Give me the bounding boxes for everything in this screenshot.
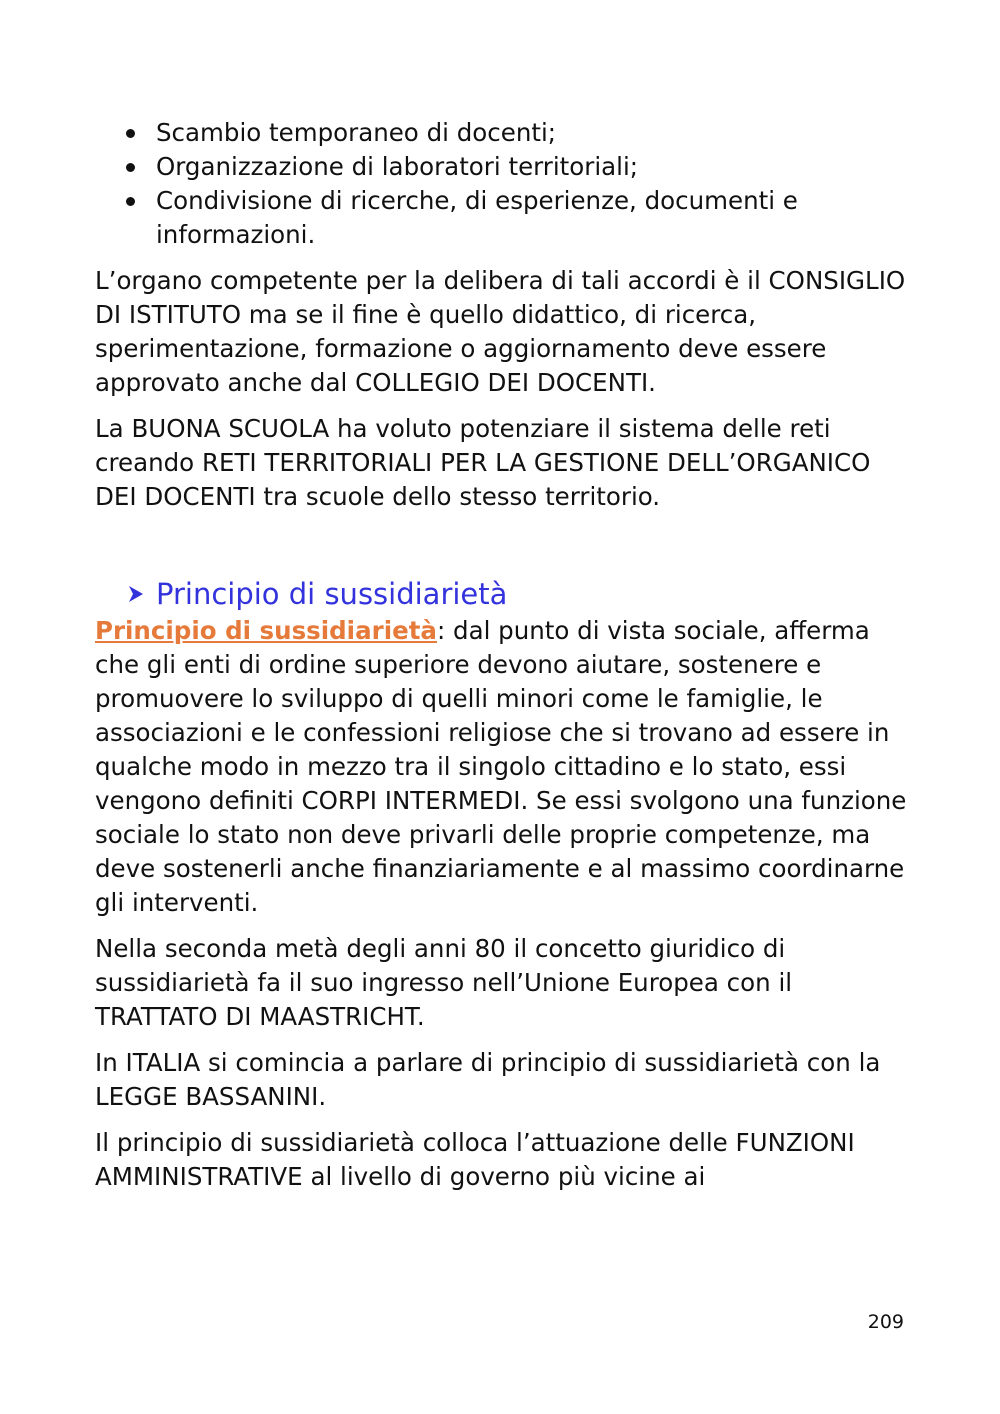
page-number: 209: [867, 1311, 904, 1333]
defined-term: Principio di sussidiarietà: [95, 616, 437, 645]
definition-text: : dal punto di vista sociale, afferma che gli enti di ordine superiore devono aiutare, sostenere e promuovere lo sviluppo di quelli minori come le famiglie, le associazioni e le confessioni religiose che si trovano ad essere in qualche modo in mezzo tra il singolo cittadino e lo stato, essi vengono definiti CORPI INTERMEDI. Se essi svolgono una funzione sociale lo stato non deve privarli delle proprie competenze, ma deve sostenerli anche finanziariamente e al massimo coordinarne gli interventi.: [95, 616, 907, 917]
document-page: [95, 116, 910, 1194]
list-item-text: Scambio temporaneo di docenti;: [156, 118, 557, 147]
bullet-list: [95, 116, 910, 252]
paragraph-buona-scuola: La BUONA SCUOLA ha voluto potenziare il sistema delle reti creando RETI TERRITORIALI PER LA GESTIONE DELL’ORGANICO DEI DOCENTI tra scuole dello stesso territorio.: [95, 414, 871, 511]
paragraph-maastricht: Nella seconda metà degli anni 80 il concetto giuridico di sussidiarietà fa il suo ingresso nell’Unione Europea con il TRATTATO DI MAASTRICHT.: [95, 934, 793, 1031]
paragraph-funzioni: Il principio di sussidiarietà colloca l’attuazione delle FUNZIONI AMMINISTRATIVE al livello di governo più vicine ai: [95, 1128, 855, 1191]
list-item-text: Condivisione di ricerche, di esperienze, documenti e informazioni.: [156, 186, 798, 249]
list-item-text: Organizzazione di laboratori territoriali;: [156, 152, 639, 181]
paragraph-italia: In ITALIA si comincia a parlare di principio di sussidiarietà con la LEGGE BASSANINI.: [95, 1048, 881, 1111]
bullet-icon: [126, 163, 135, 172]
arrowhead-bullet-icon: [128, 584, 144, 604]
bullet-icon: [126, 129, 135, 138]
section-heading: [95, 574, 910, 614]
definition-paragraph: [95, 614, 910, 920]
list-item: [95, 184, 910, 252]
list-item: [95, 116, 910, 150]
bullet-icon: [126, 197, 135, 206]
section-heading-text: Principio di sussidiarietà: [156, 577, 508, 611]
list-item: [95, 150, 910, 184]
paragraph-organo: L’organo competente per la delibera di tali accordi è il CONSIGLIO DI ISTITUTO ma se il fine è quello didattico, di ricerca, sperimentazione, formazione o aggiornamento deve essere approvato anche dal COLLEGIO DEI DOCENTI.: [95, 266, 906, 397]
